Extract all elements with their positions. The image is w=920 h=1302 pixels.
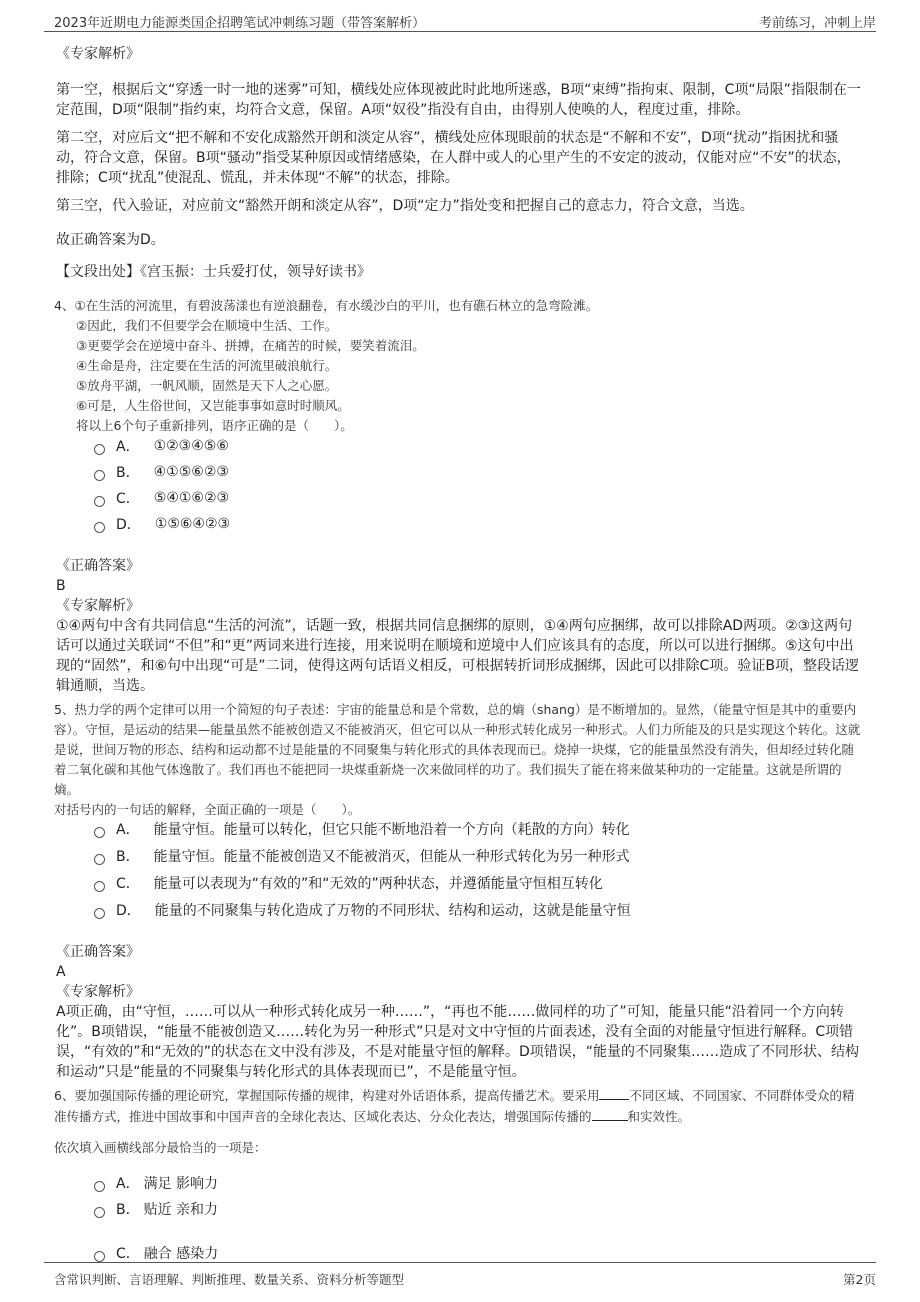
q5-analysis-label: 《专家解析》 (56, 984, 140, 1000)
q6-stem (54, 1085, 862, 1127)
option-letter: A． (116, 822, 140, 838)
q4-answer-block (56, 556, 864, 696)
radio-icon[interactable] (94, 1181, 105, 1192)
option-letter: B． (116, 465, 140, 481)
q4-question (54, 296, 862, 436)
q4-option-b[interactable] (94, 461, 229, 483)
radio-icon[interactable] (94, 496, 105, 507)
q5-option-b[interactable] (94, 845, 630, 867)
q4-option-c[interactable] (94, 487, 229, 509)
radio-icon[interactable] (94, 854, 105, 865)
page-footer (0, 1262, 920, 1302)
footer-divider (44, 1262, 876, 1263)
q3-analysis-label: 《专家解析》 (56, 46, 140, 62)
option-text: 融合 感染力 (143, 1246, 219, 1262)
q6-option-b[interactable] (94, 1198, 218, 1220)
q5-prompt: 对括号内的一句话的解释，全面正确的一项是（ ）。 (54, 802, 361, 817)
footer-categories: 含常识判断、言语理解、判断推理、数量关系、资料分析等题型 (54, 1272, 405, 1287)
option-text: 贴近 亲和力 (143, 1202, 219, 1218)
q5-option-a[interactable] (94, 818, 630, 840)
q3-conclusion: 故正确答案为D。 (56, 232, 165, 248)
q3-source: 【文段出处】《宫玉振：士兵爱打仗，领导好读书》 (56, 264, 371, 280)
q3-analysis-para-3 (56, 196, 864, 216)
q6-blank-1 (599, 1085, 629, 1100)
option-text: ①⑤⑥④②③ (154, 516, 231, 532)
option-letter: B． (116, 1202, 140, 1218)
q4-analysis: ①④两句中含有共同信息“生活的河流”，话题一致，根据共同信息捆绑的原则，①④两句应捆绑，故可以排除AD两项。②③这两句话可以通过关联词“不但”和“更”两词来进行连接，用来说明在顺境和逆境中人们应该具有的态度，所以可以进行捆绑。⑤这句中出现的“固然”，和⑥句中出现“可是”二词，使得这两句话语义相反，可根据转折词形成捆绑，因此可以排除C项。验证B项，整段话逻辑通顺，当选。 (56, 618, 859, 694)
option-letter: B． (116, 849, 140, 865)
option-letter: D． (116, 517, 141, 533)
q6-blank-2 (592, 1106, 628, 1121)
option-letter: A． (116, 439, 140, 455)
radio-icon[interactable] (94, 1207, 105, 1218)
q6-stem-part-c: 和实效性。 (627, 1109, 691, 1124)
q3-analysis-label-block (56, 44, 864, 64)
radio-icon[interactable] (94, 881, 105, 892)
q3-source-block (56, 262, 864, 282)
q3-analysis-text-3: 第三空，代入验证，对应前文“豁然开朗和淡定从容”，D项“定力”指处变和把握自己的意志力，符合文意，当选。 (56, 198, 754, 214)
q4-sentence-1: 4、①在生活的河流里，有碧波荡漾也有逆浪翻卷，有水缓沙白的平川，也有礁石林立的急弯险滩。 (54, 298, 599, 313)
q4-answer-label: 《正确答案》 (56, 558, 140, 574)
q5-option-c[interactable] (94, 872, 603, 894)
q3-analysis-para-2 (56, 128, 864, 188)
q3-analysis-text-1: 第一空，根据后文“穿透一时一地的迷雾”可知，横线处应体现被此时此地所迷惑，B项“束缚”指拘束、限制，C项“局限”指限制在一定范围，D项“限制”指约束，均符合文意，保留。A项“奴役”指没有自由，由得别人使唤的人，程度过重，排除。 (56, 82, 861, 118)
radio-icon[interactable] (94, 522, 105, 533)
option-text: ①②③④⑤⑥ (153, 438, 229, 454)
option-text: 满足 影响力 (143, 1176, 219, 1192)
q5-analysis: A项正确，由“守恒，……可以从一种形式转化成另一种……”，“再也不能……做同样的功了”可知，能量只能“沿着同一个方向转化”。B项错误，“能量不能被创造又……转化为另一种形式”只是对文中守恒的片面表述，没有全面的对能量守恒进行解释。C项错误，“有效的”和“无效的”的状态在文中没有涉及，不是对能量守恒的解释。D项错误，“能量的不同聚集……造成了不同形状、结构和运动”只是“能量的不同聚集与转化形式的具体表现而已”，不是能量守恒。 (56, 1004, 860, 1080)
q4-sentence-5: ⑤放舟平湖，一帆风顺，固然是天下人之心愿。 (76, 378, 338, 393)
q5-answer-block (56, 942, 864, 1082)
option-letter: C． (116, 491, 140, 507)
doc-title: 2023年近期电力能源类国企招聘笔试冲刺练习题（带答案解析） (54, 16, 426, 31)
header-divider (44, 31, 876, 32)
option-text: 能量的不同聚集与转化造成了万物的不同形状、结构和运动，这就是能量守恒 (154, 903, 631, 919)
q5-passage: 5、热力学的两个定律可以用一个简短的句子表述：宇宙的能量总和是个常数，总的熵（shang）是不断增加的。显然，（能量守恒是其中的重要内容）。守恒，是运动的结果—能量虽然不能被创造又不能被消灭，但它可以从一种形式转化成另一种形式。人们力所能及的只是实现这个转化。这就是说，世间万物的形态、结构和运动都不过是能量的不同聚集与转化形式的具体表现而已。烧掉一块煤，它的能量虽然没有消失，但却经过转化随着二氧化碳和其他气体逸散了。我们再也不能把同一块煤重新烧一次来做同样的功了。我们损失了能在将来做某种功的一定能量。这就是所谓的熵。 (54, 702, 861, 797)
q6-prompt: 依次填入画横线部分最恰当的一项是： (54, 1140, 267, 1155)
q4-option-d[interactable] (94, 513, 230, 535)
option-letter: D． (116, 903, 141, 919)
option-text: 能量可以表现为“有效的”和“无效的”两种状态，并遵循能量守恒相互转化 (153, 876, 603, 892)
radio-icon[interactable] (94, 908, 105, 919)
option-text: 能量守恒。能量不能被创造又不能被消灭，但能从一种形式转化为另一种形式 (153, 849, 630, 865)
radio-icon[interactable] (94, 470, 105, 481)
q6-stem-part-b: 不同区域、不同国家、不同群体受众的精准传播方式，推进中国故事和中国声音的全球化表达、区域化表达、分众化表达，增强国际传播的 (54, 1088, 855, 1124)
q6-option-a[interactable] (94, 1172, 218, 1194)
q6-option-c[interactable] (94, 1242, 218, 1264)
q3-conclusion-block (56, 230, 864, 250)
q4-prompt: 将以上6个句子重新排列，语序正确的是（ ）。 (76, 418, 353, 433)
q4-option-a[interactable] (94, 435, 229, 457)
radio-icon[interactable] (94, 827, 105, 838)
q3-analysis-text-2: 第二空，对应后文“把不解和不安化成豁然开朗和淡定从容”，横线处应体现眼前的状态是“不解和不安”，D项“扰动”指困扰和骚动，符合文意，保留。B项“骚动”指受某种原因或情绪感染，在人群中或人的心里产生的不安定的波动，仅能对应“不安”的状态，排除；C项“扰乱”使混乱、慌乱，并未体现“不解”的状态，排除。 (56, 130, 851, 186)
q5-answer: A (56, 964, 66, 980)
option-letter: C． (116, 1246, 140, 1262)
page-number: 第2页 (843, 1272, 876, 1287)
q3-analysis-para-1 (56, 80, 864, 120)
page-header (0, 0, 920, 32)
q6-question (54, 1085, 862, 1127)
q5-answer-label: 《正确答案》 (56, 944, 140, 960)
q4-sentence-2: ②因此，我们不但要学会在顺境中生活、工作。 (76, 318, 338, 333)
q5-option-d[interactable] (94, 899, 631, 921)
option-letter: C． (116, 876, 140, 892)
q4-analysis-label: 《专家解析》 (56, 598, 140, 614)
option-letter: A． (116, 1176, 140, 1192)
q4-sentence-4: ④生命是舟，注定要在生活的河流里破浪航行。 (76, 358, 338, 373)
radio-icon[interactable] (94, 444, 105, 455)
radio-icon[interactable] (94, 1251, 105, 1262)
q5-question (54, 700, 862, 820)
option-text: 能量守恒。能量可以转化，但它只能不断地沿着一个方向（耗散的方向）转化 (153, 822, 630, 838)
q4-sentence-3: ③更要学会在逆境中奋斗、拼搏，在痛苦的时候，要笑着流泪。 (76, 338, 425, 353)
q6-stem-part-a: 6、要加强国际传播的理论研究，掌握国际传播的规律，构建对外话语体系，提高传播艺术。要采用 (54, 1088, 600, 1103)
doc-motto: 考前练习，冲刺上岸 (758, 16, 876, 31)
q6-prompt-block (54, 1138, 862, 1158)
option-text: ⑤④①⑥②③ (153, 490, 230, 506)
option-text: ④①⑤⑥②③ (153, 464, 229, 480)
q4-sentence-6: ⑥可是，人生俗世间，又岂能事事如意时时顺风。 (76, 398, 350, 413)
q4-answer: B (56, 578, 66, 594)
